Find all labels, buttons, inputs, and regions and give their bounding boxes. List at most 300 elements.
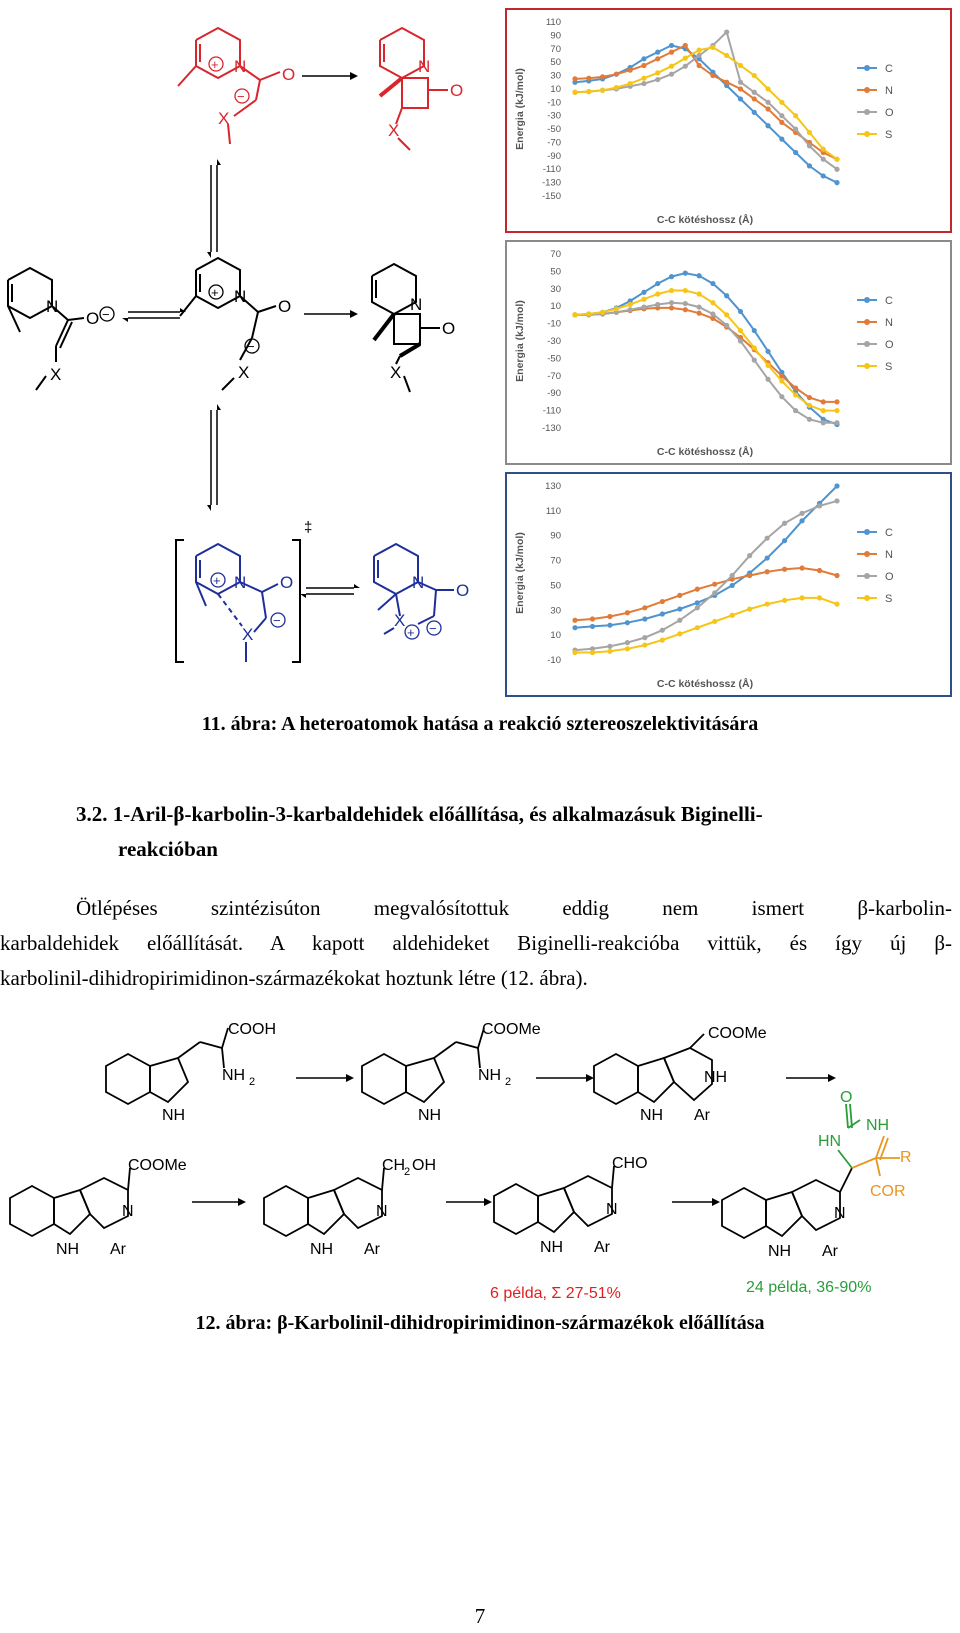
data-point-S — [752, 345, 757, 350]
data-point-N — [697, 63, 702, 68]
data-point-S — [683, 288, 688, 293]
data-point-S — [730, 613, 735, 618]
data-point-O — [695, 605, 700, 610]
data-point-O — [807, 143, 812, 148]
yield-label-red: 6 példa, Σ 27-51% — [490, 1285, 621, 1302]
data-point-S — [834, 408, 839, 413]
data-point-O — [834, 167, 839, 172]
legend-marker-S — [864, 131, 870, 137]
y-tick-label: 10 — [550, 301, 561, 313]
data-point-N — [628, 68, 633, 73]
svg-text:N: N — [834, 1205, 846, 1222]
data-point-C — [752, 328, 757, 333]
data-point-S — [660, 638, 665, 643]
data-point-C — [642, 616, 647, 621]
svg-text:N: N — [418, 57, 431, 76]
svg-text:−: − — [429, 621, 437, 636]
svg-text:X: X — [242, 625, 254, 644]
label-x: X — [218, 109, 230, 128]
data-point-C — [669, 274, 674, 279]
data-point-N — [600, 74, 605, 79]
data-point-N — [677, 593, 682, 598]
data-point-C — [710, 281, 715, 286]
data-point-S — [807, 403, 812, 408]
y-axis-label: Energia (kJ/mol) — [514, 300, 526, 382]
svg-text:HN: HN — [818, 1133, 842, 1150]
data-point-O — [655, 77, 660, 82]
data-point-O — [641, 81, 646, 86]
data-point-C — [607, 623, 612, 628]
y-tick-label: 30 — [550, 283, 561, 295]
energy-chart-1 — [505, 8, 952, 233]
legend-label-O: O — [885, 107, 894, 119]
data-point-S — [695, 625, 700, 630]
paragraph-line1: Ötlépéses szintézisúton megvalósítottuk eddig nem ismert β-karbolin- — [76, 896, 952, 920]
data-point-S — [697, 291, 702, 296]
data-point-N — [834, 399, 839, 404]
y-tick-label: 70 — [550, 43, 561, 55]
data-point-S — [669, 288, 674, 293]
data-point-C — [730, 583, 735, 588]
data-point-S — [600, 88, 605, 93]
data-point-O — [782, 521, 787, 526]
data-point-S — [779, 378, 784, 383]
data-point-S — [710, 300, 715, 305]
svg-text:NH: NH — [162, 1107, 186, 1124]
svg-text:OH: OH — [412, 1157, 436, 1174]
svg-text:COOH: COOH — [228, 1021, 276, 1038]
data-point-C — [655, 281, 660, 286]
data-point-O — [641, 304, 646, 309]
legend-label-O: O — [885, 571, 894, 583]
data-point-S — [738, 63, 743, 68]
data-point-N — [712, 582, 717, 587]
y-tick-label: -10 — [547, 318, 561, 330]
data-point-C — [834, 483, 839, 488]
paragraph-line2: karbaldehidek előállítását. A kapott aldehideket Biginelli-reakcióba vittük, és így új β- — [0, 931, 952, 955]
legend-label-S: S — [885, 129, 893, 141]
reaction-mechanism-scheme — [0, 0, 500, 680]
data-point-N — [572, 618, 577, 623]
svg-text:N: N — [122, 1203, 134, 1220]
legend-marker-C — [864, 297, 870, 303]
data-point-N — [641, 63, 646, 68]
data-point-S — [765, 601, 770, 606]
y-tick-label: 90 — [550, 30, 561, 42]
data-point-O — [655, 302, 660, 307]
data-point-S — [641, 297, 646, 302]
legend-marker-S — [864, 595, 870, 601]
data-point-C — [793, 150, 798, 155]
svg-text:O: O — [278, 297, 292, 316]
data-point-C — [641, 56, 646, 61]
label-o: O — [282, 65, 296, 84]
svg-text:N: N — [376, 1203, 388, 1220]
section-heading-line2: reakcióban — [118, 837, 218, 861]
y-tick-label: 50 — [550, 266, 561, 278]
data-point-S — [747, 606, 752, 611]
svg-text:O: O — [450, 81, 464, 100]
data-point-S — [586, 311, 591, 316]
data-point-O — [697, 53, 702, 58]
svg-text:NH: NH — [704, 1069, 728, 1086]
svg-text:NH: NH — [640, 1107, 664, 1124]
data-point-C — [738, 309, 743, 314]
svg-text:O: O — [442, 319, 456, 338]
data-point-N — [590, 616, 595, 621]
svg-text:X: X — [238, 363, 250, 382]
y-axis-label: Energia (kJ/mol) — [514, 532, 526, 614]
data-point-O — [821, 420, 826, 425]
data-point-N — [572, 76, 577, 81]
y-tick-label: -70 — [547, 137, 561, 149]
data-point-S — [677, 631, 682, 636]
data-point-O — [738, 80, 743, 85]
data-point-S — [817, 595, 822, 600]
x-axis-label: C-C kötéshossz (Å) — [656, 678, 754, 690]
data-point-S — [641, 76, 646, 81]
svg-text:−: − — [237, 89, 245, 104]
data-point-C — [655, 50, 660, 55]
svg-text:NH: NH — [768, 1243, 792, 1260]
data-point-S — [710, 45, 715, 50]
data-point-O — [793, 126, 798, 131]
energy-chart-3 — [505, 472, 952, 697]
data-point-O — [724, 323, 729, 328]
data-point-N — [586, 76, 591, 81]
data-point-N — [747, 573, 752, 578]
legend-label-C: C — [885, 63, 893, 75]
chart-frame — [506, 241, 951, 464]
data-point-C — [590, 624, 595, 629]
section-heading-line1: 3.2. 1-Aril-β-karbolin-3-karbaldehidek előállítása, és alkalmazásuk Biginelli- — [76, 802, 763, 826]
data-point-S — [628, 81, 633, 86]
data-point-S — [793, 392, 798, 397]
svg-text:CH: CH — [382, 1157, 406, 1174]
y-tick-label: -10 — [547, 97, 561, 109]
svg-text:N: N — [234, 573, 247, 592]
data-point-C — [660, 611, 665, 616]
data-point-O — [730, 573, 735, 578]
y-tick-label: 110 — [545, 17, 561, 28]
data-point-O — [821, 157, 826, 162]
svg-text:Ar: Ar — [694, 1107, 710, 1124]
data-point-O — [834, 498, 839, 503]
svg-text:NH: NH — [56, 1241, 80, 1258]
data-point-C — [683, 271, 688, 276]
svg-text:Ar: Ar — [364, 1241, 380, 1258]
svg-text:+: + — [211, 57, 219, 72]
figure-11-caption: 11. ábra: A heteroatomok hatása a reakció sztereoszelektivitására — [201, 713, 759, 735]
legend-label-O: O — [885, 339, 894, 351]
y-tick-label: 30 — [550, 605, 561, 617]
y-tick-label: 130 — [545, 481, 561, 492]
data-point-O — [738, 338, 743, 343]
data-point-N — [765, 106, 770, 111]
data-point-C — [695, 600, 700, 605]
data-point-S — [834, 601, 839, 606]
data-point-O — [817, 503, 822, 508]
svg-text:N: N — [46, 297, 59, 316]
data-point-S — [572, 312, 577, 317]
data-point-S — [614, 85, 619, 90]
data-point-O — [765, 100, 770, 105]
data-point-N — [724, 80, 729, 85]
data-point-O — [747, 553, 752, 558]
data-point-N — [660, 599, 665, 604]
legend-label-S: S — [885, 593, 893, 605]
data-point-C — [821, 173, 826, 178]
data-point-O — [660, 628, 665, 633]
data-point-S — [834, 157, 839, 162]
svg-text:NH: NH — [478, 1067, 502, 1084]
svg-text:X: X — [50, 365, 62, 384]
data-point-C — [799, 518, 804, 523]
data-point-S — [572, 650, 577, 655]
data-point-C — [641, 290, 646, 295]
data-point-O — [669, 72, 674, 77]
data-point-O — [799, 511, 804, 516]
legend-label-C: C — [885, 295, 893, 307]
y-tick-label: -50 — [547, 353, 561, 365]
data-point-S — [669, 64, 674, 69]
data-point-N — [683, 43, 688, 48]
legend-label-S: S — [885, 361, 893, 373]
data-point-C — [765, 123, 770, 128]
y-axis-label: Energia (kJ/mol) — [514, 68, 526, 150]
data-point-S — [779, 100, 784, 105]
data-point-N — [683, 307, 688, 312]
data-point-S — [765, 363, 770, 368]
data-point-S — [752, 73, 757, 78]
data-point-C — [572, 625, 577, 630]
svg-text:CHO: CHO — [612, 1155, 648, 1172]
svg-text:COOMe: COOMe — [482, 1021, 541, 1038]
data-point-N — [607, 614, 612, 619]
data-point-O — [710, 311, 715, 316]
data-point-S — [572, 90, 577, 95]
svg-text:2: 2 — [249, 1076, 256, 1088]
data-point-O — [765, 536, 770, 541]
data-point-O — [683, 64, 688, 69]
data-point-C — [779, 137, 784, 142]
data-point-N — [817, 568, 822, 573]
svg-text:N: N — [410, 295, 423, 314]
data-point-O — [607, 644, 612, 649]
legend-marker-C — [864, 65, 870, 71]
x-axis-label: C-C kötéshossz (Å) — [656, 446, 754, 458]
data-point-C — [625, 620, 630, 625]
data-point-S — [625, 646, 630, 651]
data-point-N — [625, 610, 630, 615]
figure-12-caption: 12. ábra: β-Karbolinil-dihidropirimidinon-származékok előállítása — [195, 1312, 765, 1334]
svg-text:NH: NH — [418, 1107, 442, 1124]
y-tick-label: 10 — [550, 630, 561, 642]
data-point-N — [655, 56, 660, 61]
y-tick-label: -70 — [547, 370, 561, 382]
data-point-C — [765, 349, 770, 354]
data-point-N — [807, 395, 812, 400]
data-point-O — [779, 113, 784, 118]
svg-text:COR: COR — [870, 1183, 906, 1200]
data-point-S — [600, 310, 605, 315]
data-point-S — [765, 86, 770, 91]
data-point-O — [752, 358, 757, 363]
data-point-S — [738, 328, 743, 333]
svg-text:Ar: Ar — [110, 1241, 126, 1258]
y-tick-label: 70 — [550, 249, 561, 260]
legend-marker-O — [864, 109, 870, 115]
data-point-N — [669, 305, 674, 310]
y-tick-label: -30 — [547, 110, 561, 122]
data-point-O — [752, 90, 757, 95]
svg-text:+: + — [211, 285, 219, 300]
data-point-O — [628, 307, 633, 312]
y-tick-label: 30 — [550, 70, 561, 82]
data-point-O — [793, 408, 798, 413]
y-tick-label: 50 — [550, 580, 561, 592]
svg-text:NH: NH — [540, 1239, 564, 1256]
data-point-S — [712, 619, 717, 624]
data-point-N — [821, 399, 826, 404]
chart-frame — [506, 9, 951, 232]
y-tick-label: -130 — [541, 423, 561, 434]
svg-text:Ar: Ar — [594, 1239, 610, 1256]
data-point-C — [834, 180, 839, 185]
data-point-S — [821, 408, 826, 413]
y-tick-label: -110 — [542, 405, 561, 417]
data-point-N — [710, 73, 715, 78]
data-point-S — [655, 70, 660, 75]
data-point-N — [782, 567, 787, 572]
data-point-N — [697, 311, 702, 316]
data-point-O — [642, 635, 647, 640]
data-point-N — [793, 385, 798, 390]
legend-marker-S — [864, 363, 870, 369]
y-tick-label: 70 — [550, 555, 561, 567]
data-point-O — [625, 640, 630, 645]
energy-chart-2 — [505, 240, 952, 465]
svg-text:+: + — [213, 573, 221, 588]
y-tick-label: -150 — [541, 191, 561, 202]
y-tick-label: 10 — [550, 83, 561, 95]
svg-text:NH: NH — [866, 1117, 890, 1134]
data-point-S — [590, 650, 595, 655]
data-point-O — [779, 394, 784, 399]
y-tick-label: 90 — [550, 530, 561, 542]
legend-marker-C — [864, 529, 870, 535]
data-point-O — [807, 417, 812, 422]
data-point-O — [724, 29, 729, 34]
label-n: N — [234, 57, 247, 76]
svg-text:−: − — [102, 307, 110, 322]
data-point-O — [712, 590, 717, 595]
svg-text:O: O — [456, 581, 470, 600]
yield-label-green: 24 példa, 36-90% — [746, 1279, 872, 1296]
svg-text:O: O — [280, 573, 294, 592]
data-point-C — [765, 555, 770, 560]
data-point-N — [695, 587, 700, 592]
data-point-S — [697, 48, 702, 53]
svg-text:N: N — [234, 287, 247, 306]
data-point-S — [724, 53, 729, 58]
y-tick-label: -10 — [547, 655, 561, 666]
data-point-S — [793, 113, 798, 118]
svg-text:Ar: Ar — [822, 1243, 838, 1260]
data-point-S — [586, 89, 591, 94]
data-point-C — [677, 606, 682, 611]
data-point-C — [669, 43, 674, 48]
data-point-N — [669, 50, 674, 55]
legend-marker-N — [864, 319, 870, 325]
data-point-O — [669, 300, 674, 305]
y-tick-label: -110 — [542, 164, 561, 176]
data-point-C — [724, 293, 729, 298]
data-point-N — [834, 573, 839, 578]
data-point-S — [628, 302, 633, 307]
svg-text:N: N — [412, 573, 425, 592]
svg-text:‡: ‡ — [304, 519, 313, 536]
data-point-O — [765, 377, 770, 382]
data-point-S — [614, 306, 619, 311]
page-number: 7 — [474, 1604, 486, 1628]
svg-text:−: − — [273, 613, 281, 628]
legend-label-C: C — [885, 527, 893, 539]
data-point-O — [834, 420, 839, 425]
legend-marker-O — [864, 341, 870, 347]
data-point-O — [677, 618, 682, 623]
data-point-S — [807, 130, 812, 135]
data-point-C — [752, 110, 757, 115]
legend-label-N: N — [885, 317, 893, 329]
data-point-S — [683, 56, 688, 61]
data-point-S — [799, 595, 804, 600]
legend-marker-N — [864, 87, 870, 93]
paragraph-line3: karbolinil-dihidropirimidinon-származékokat hoztunk létre (12. ábra). — [0, 966, 588, 990]
data-point-C — [697, 273, 702, 278]
y-tick-label: -90 — [547, 388, 561, 400]
data-point-S — [724, 312, 729, 317]
y-tick-label: 110 — [545, 505, 561, 517]
data-point-S — [642, 642, 647, 647]
data-point-S — [821, 147, 826, 152]
data-point-S — [782, 598, 787, 603]
svg-text:−: − — [247, 339, 255, 354]
data-point-N — [614, 72, 619, 77]
data-point-N — [752, 96, 757, 101]
svg-text:X: X — [390, 363, 402, 382]
svg-text:R: R — [900, 1149, 912, 1166]
data-point-S — [655, 291, 660, 296]
svg-text:2: 2 — [505, 1076, 512, 1088]
data-point-C — [807, 163, 812, 168]
svg-text:COOMe: COOMe — [128, 1157, 187, 1174]
data-point-C — [782, 538, 787, 543]
y-tick-label: -90 — [547, 150, 561, 162]
svg-text:COOMe: COOMe — [708, 1025, 767, 1042]
data-point-N — [765, 569, 770, 574]
data-point-N — [799, 565, 804, 570]
data-point-O — [697, 304, 702, 309]
legend-marker-O — [864, 573, 870, 579]
data-point-N — [642, 605, 647, 610]
data-point-N — [738, 86, 743, 91]
data-point-C — [738, 96, 743, 101]
svg-text:O: O — [86, 309, 100, 328]
svg-text:NH: NH — [310, 1241, 334, 1258]
svg-text:X: X — [394, 611, 406, 630]
svg-text:+: + — [407, 625, 415, 640]
